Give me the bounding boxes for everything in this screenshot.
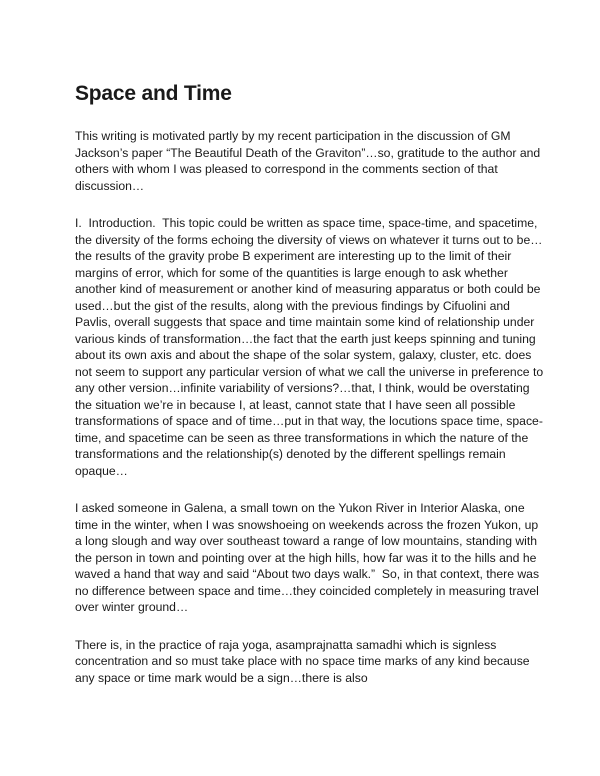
paragraph-galena: I asked someone in Galena, a small town on the Yukon River in Interior Alaska, one time in the winter, when I was snowshoeing on weekends across the frozen Yukon, up a long slough and way over southeast toward a range of low mountains, standing with the person in town and pointing over at the high hills, how far was it to the hills and he waved a hand that way and said “About two days walk.” So, in that context, there was no difference between space and time…they coincided completely in measuring travel over winter ground… [75, 501, 543, 614]
document-page [75, 80, 545, 707]
paragraph-raja-yoga: There is, in the practice of raja yoga, asamprajnatta samadhi which is signless concentration and so must take place with no space time marks of any kind because any space or time mark would be a sign…there is also [75, 637, 533, 685]
document-title: Space and Time [75, 82, 232, 105]
paragraph-introduction: I. Introduction. This topic could be written as space time, space-time, and spacetime, the diversity of the forms echoing the diversity of views on whatever it turns out to be…the results of the gravity probe B experiment are interesting up to the limit of their margins of error, which for some of the quantities is large enough to ask whether another kind of measurement or another kind of measuring apparatus or both could be used…but the gist of the results, along with the previous findings by Cifuolini and Pavlis, overall suggests that space and time maintain some kind of relationship under various kinds of transformation…the fact that the earth just keeps spinning and tuning about its own axis and about the shape of the solar system, galaxy, cluster, etc. does not seem to support any particular version of what we call the universe in preference to any other version…infinite variability of versions?…that, I think, would be overstating the situation we’re in because I, at least, cannot state that I have seen all possible transformations of space and of time…put in that way, the locutions space time, space-time, and spacetime can be seen as three transformations in which the nature of the transformations and the relationship(s) denoted by the different spellings remain opaque… [75, 216, 547, 478]
paragraph-intro-note: This writing is motivated partly by my recent participation in the discussion of GM Jackson’s paper “The Beautiful Death of the Graviton”…so, gratitude to the author and others with whom I was pleased to correspond in the comments section of that discussion… [75, 129, 544, 193]
